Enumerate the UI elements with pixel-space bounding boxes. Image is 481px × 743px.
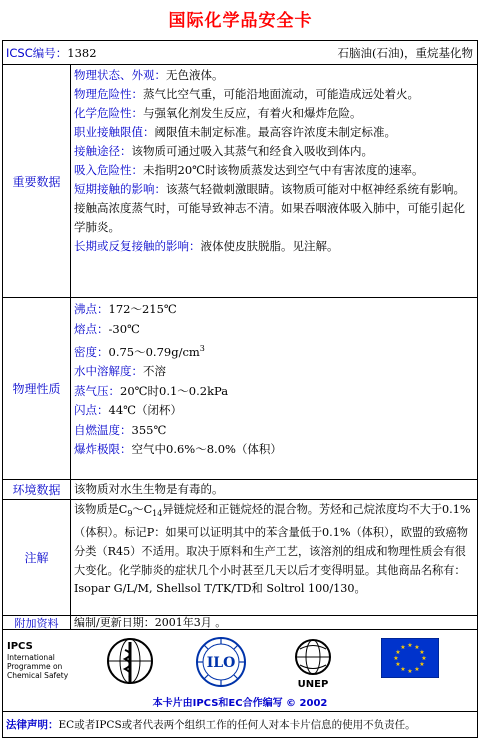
additional-info-text: 编制/更新日期：2001年3月 。 xyxy=(74,616,227,629)
svg-text:★: ★ xyxy=(419,661,425,668)
section-label-additional: 附加资料 xyxy=(3,616,71,629)
flash-point: 闪点：44℃（闭杯） xyxy=(74,403,182,418)
card-title: 国际化学品安全卡 xyxy=(168,11,313,31)
logos-band xyxy=(3,630,477,712)
section-label-important: 重要数据 xyxy=(3,65,71,297)
important-data-section xyxy=(3,65,477,298)
svg-text:★: ★ xyxy=(414,644,420,651)
chemical-name: 石脑油(石油)，重烷基化物 xyxy=(337,46,473,60)
ilo-emblem-icon xyxy=(195,636,247,688)
melting-point: 熔点：-30℃ xyxy=(74,321,140,336)
boiling-point: 沸点：172～215℃ xyxy=(74,302,177,316)
eu-flag-icon xyxy=(381,638,439,678)
svg-text:★: ★ xyxy=(407,642,413,649)
section-label-notes: 注解 xyxy=(3,500,71,615)
vapor-pressure: 蒸气压：20℃时0.1～0.2kPa xyxy=(74,383,229,398)
svg-text:★: ★ xyxy=(414,666,420,673)
item-chemical-hazard: 化学危险性：与强氧化剂发生反应，有着火和爆炸危险。 xyxy=(74,106,362,120)
item-exposure-limits: 职业接触限值：阈限值未制定标准。最高容许浓度未制定标准。 xyxy=(74,125,396,139)
section-label-environment: 环境数据 xyxy=(3,480,71,499)
svg-text:★: ★ xyxy=(395,649,401,656)
svg-text:★: ★ xyxy=(419,649,425,656)
important-data-content xyxy=(72,65,477,297)
item-physical-hazard: 物理危险性：蒸气比空气重，可能沿地面流动，可能造成远处着火。 xyxy=(74,87,419,101)
header-row xyxy=(3,41,477,65)
svg-text:★: ★ xyxy=(421,655,427,662)
who-emblem-icon xyxy=(105,636,155,686)
cooperation-note: 本卡片由IPCS和EC合作编写 © 2002 xyxy=(152,698,328,709)
svg-text:ILO: ILO xyxy=(206,655,236,671)
section-label-physical: 物理性质 xyxy=(3,298,71,479)
svg-text:★: ★ xyxy=(393,655,399,662)
svg-text:★: ★ xyxy=(395,661,401,668)
item-appearance: 物理状态、外观：无色液体。 xyxy=(74,68,224,82)
environment-text: 该物质对水生生物是有毒的。 xyxy=(74,482,224,496)
water-solubility: 水中溶解度：不溶 xyxy=(74,364,166,379)
item-exposure-routes: 接触途径：该物质可通过吸入其蒸气和经食入吸收到体内。 xyxy=(74,144,373,158)
environment-section xyxy=(3,480,477,500)
autoignition-temperature: 自燃温度：355℃ xyxy=(74,422,167,437)
explosion-limits: 爆炸极限：空气中0.6%～8.0%（体积） xyxy=(74,442,282,457)
ipcs-logo-text: IPCS International Programme on Chemical Safety xyxy=(7,641,69,680)
svg-text:★: ★ xyxy=(407,668,413,675)
physical-properties-section xyxy=(3,298,477,480)
unep-emblem-icon xyxy=(288,636,338,690)
safety-card xyxy=(2,40,478,738)
physical-properties-content xyxy=(72,298,477,479)
notes-text: 该物质是$C_9\sim C_{14}$异链烷烃和正链烷烃的混合物。芳烃和己烷浓度均不大于0.1%（体积）。标记P：如果可以证明其中的苯含量低于0.1%（体积），欧盟的致癌物分类（R45）不适用。取决于原料和生产工艺，该溶剂的组成和物理性质会有很大变化。化学肺炎的症状几个小时甚至几天以后才变得明显。其他商品名称有：Isopar G/L/M, Shellsol T/TK/TD和 Soltrol 100/130。 xyxy=(74,503,471,596)
legal-disclaimer: 法律声明：EC或者IPCS或者代表两个组织工作的任何人对本卡片信息的使用不负责任。 xyxy=(6,719,416,731)
item-long-term-effects: 长期或反复接触的影响：液体使皮肤脱脂。见注解。 xyxy=(74,239,339,253)
icsc-number: ICSC编号：1382 xyxy=(6,46,97,60)
item-short-term-effects: 短期接触的影响：该蒸气轻微刺激眼睛。该物质可能对中枢神经系统有影响。接触高浓度蒸气时，可能导致神志不清。如果吞咽液体吸入肺中，可能引起化学肺炎。 xyxy=(74,182,465,234)
svg-text:UNEP: UNEP xyxy=(297,679,329,690)
item-inhalation-risk: 吸入危险性：未指明20℃时该物质蒸发达到空气中有害浓度的速率。 xyxy=(74,163,424,177)
additional-info-section xyxy=(3,616,477,630)
svg-text:★: ★ xyxy=(400,644,406,651)
notes-section xyxy=(3,500,477,616)
density: 密度：$0.75\sim 0.79g/cm^3$ xyxy=(74,344,205,359)
svg-text:★: ★ xyxy=(400,666,406,673)
